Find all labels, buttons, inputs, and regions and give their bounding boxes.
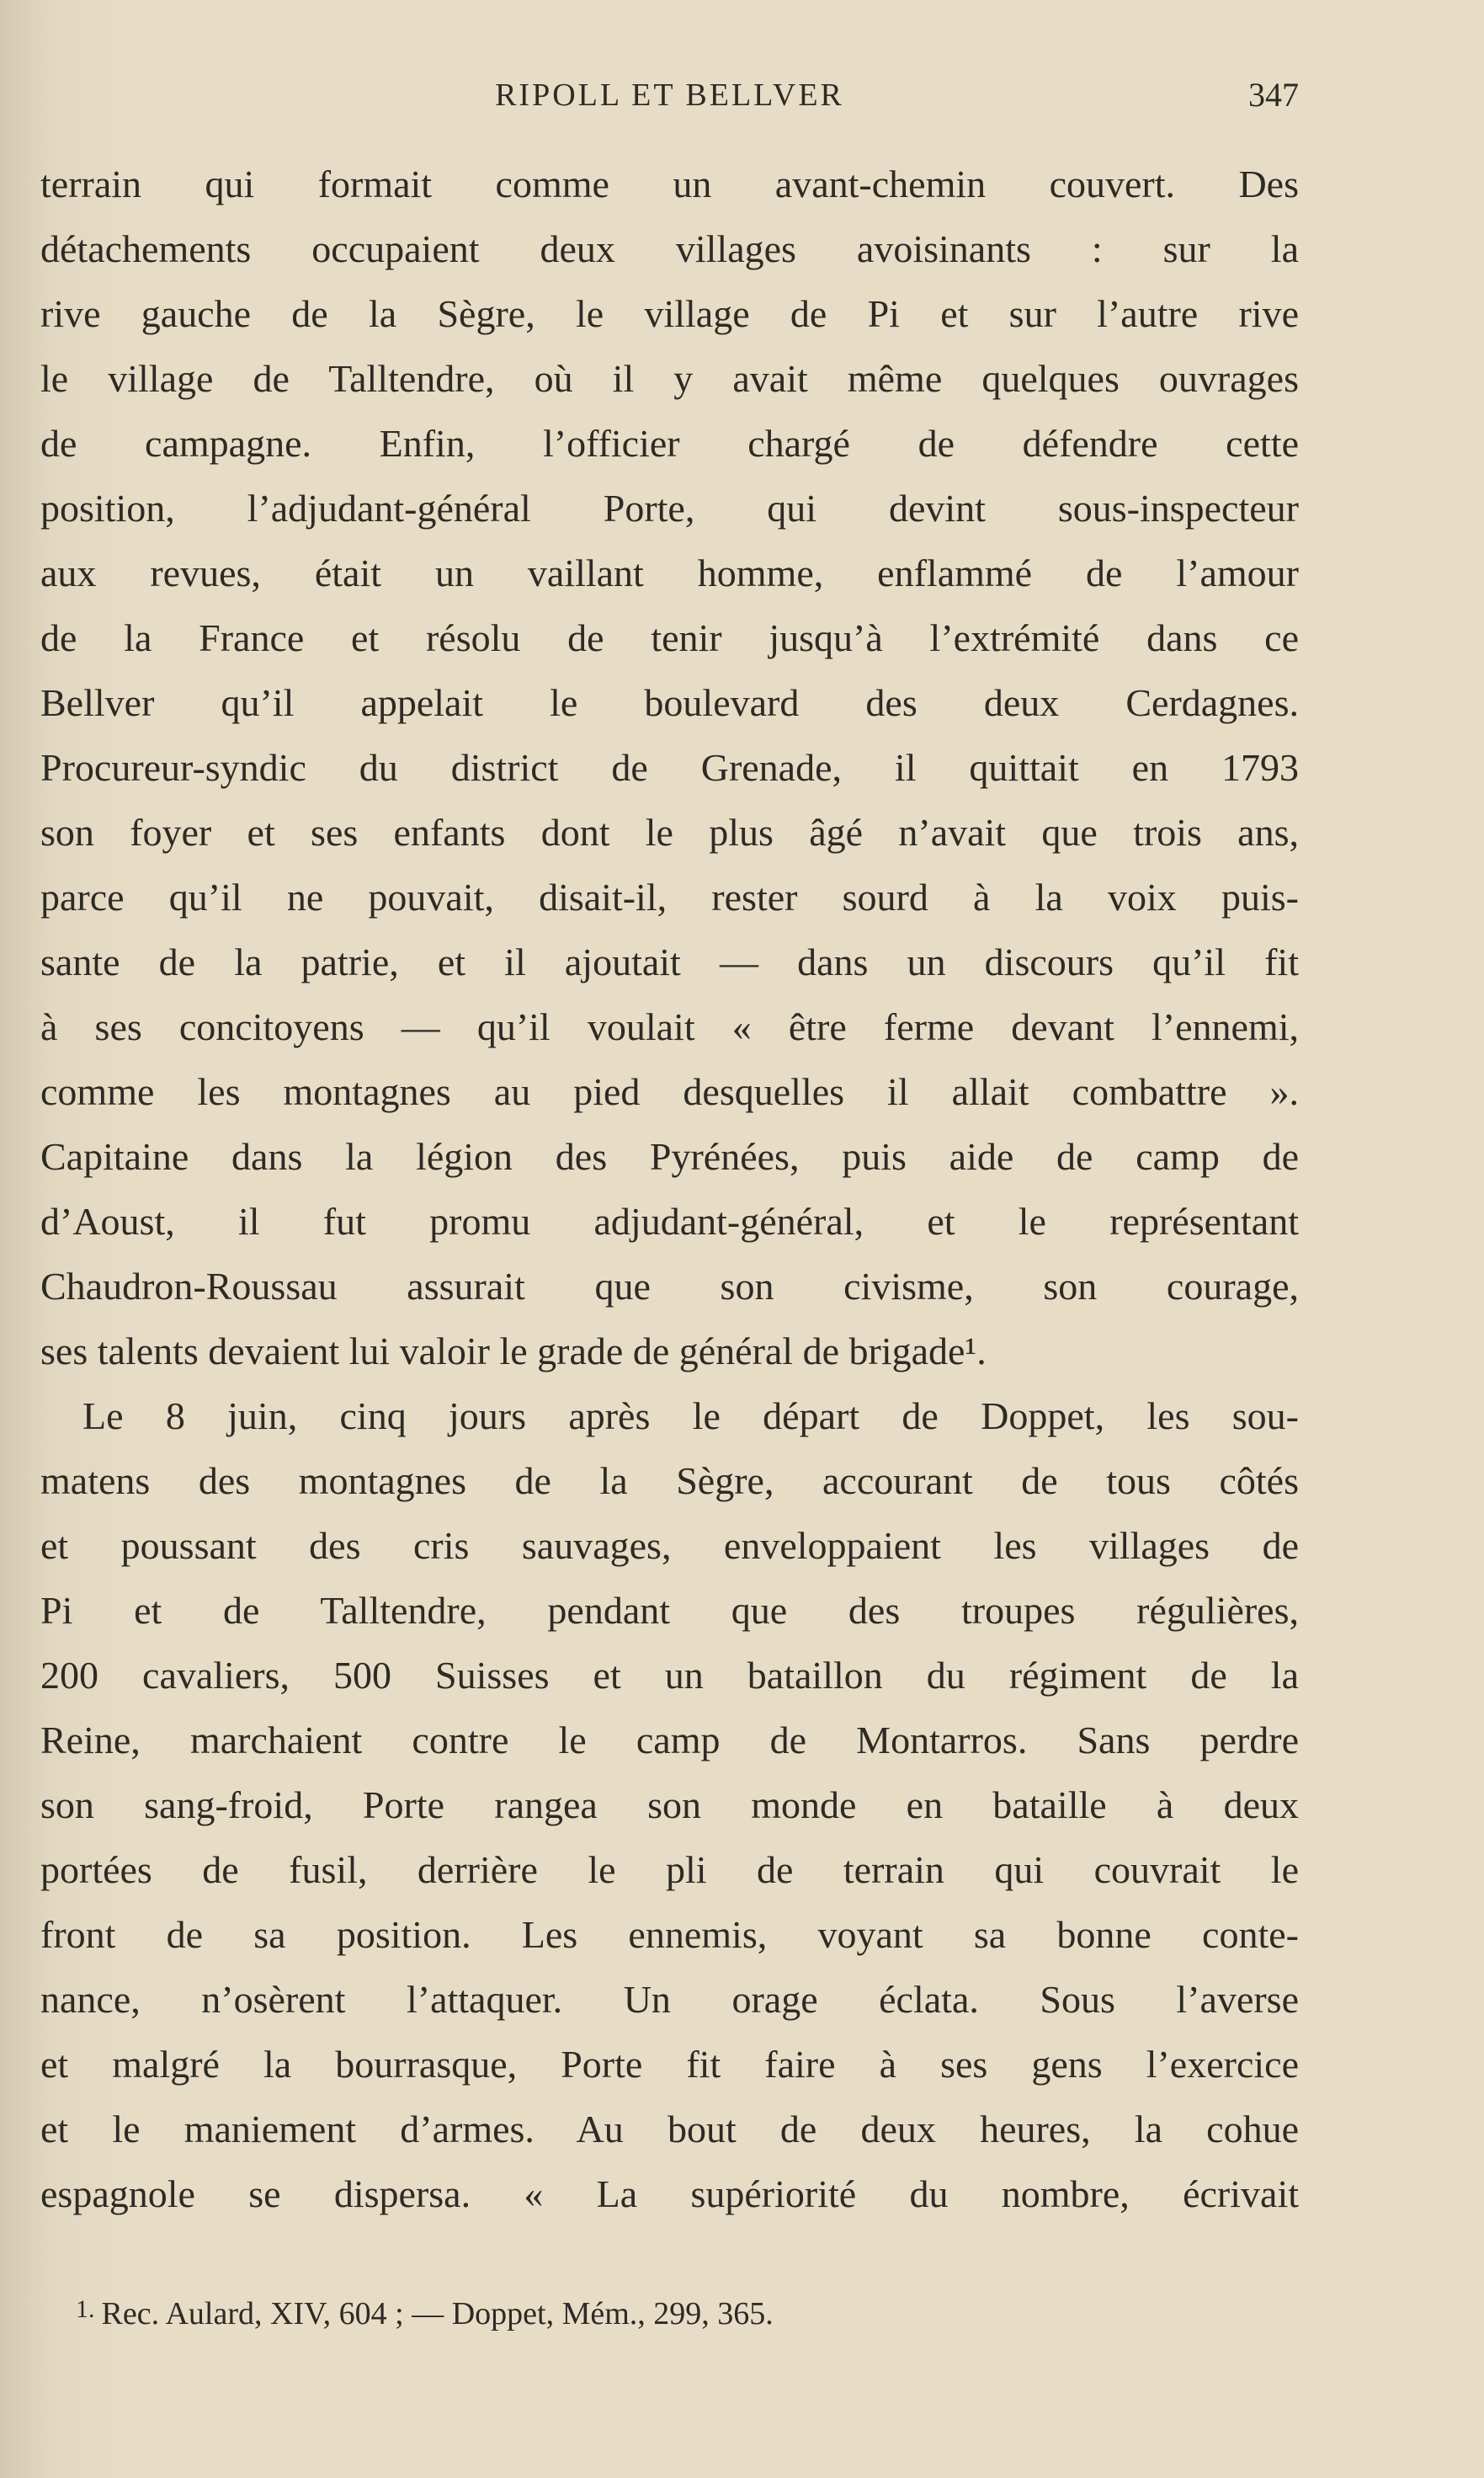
text-line: son foyer et ses enfants dont le plus âgé n’avait que trois ans, <box>40 811 1299 854</box>
text-line: Bellver qu’il appelait le boulevard des deux Cerdagnes. <box>40 681 1299 724</box>
text-line: détachements occupaient deux villages avoisinants : sur la <box>40 227 1299 270</box>
text-line: Capitaine dans la légion des Pyrénées, puis aide de camp de <box>40 1135 1299 1178</box>
body-text <box>40 152 1299 2226</box>
text-line: Reine, marchaient contre le camp de Montarros. Sans perdre <box>40 1719 1299 1761</box>
text-line: front de sa position. Les ennemis, voyant sa bonne conte- <box>40 1913 1299 1956</box>
text-line: espagnole se dispersa. « La supériorité du nombre, écrivait <box>40 2172 1299 2215</box>
running-head <box>40 74 1299 116</box>
text-line: son sang-froid, Porte rangea son monde en bataille à deux <box>40 1783 1299 1826</box>
running-title: RIPOLL ET BELLVER <box>495 77 844 113</box>
text-line: comme les montagnes au pied desquelles il allait combattre ». <box>40 1070 1299 1113</box>
text-line: nance, n’osèrent l’attaquer. Un orage éclata. Sous l’averse <box>40 1978 1299 2021</box>
text-line: ses talents devaient lui valoir le grade de général de brigade¹. <box>40 1330 987 1372</box>
text-line: de campagne. Enfin, l’officier chargé de défendre cette <box>40 422 1299 465</box>
text-line: 200 cavaliers, 500 Suisses et un bataillon du régiment de la <box>40 1654 1299 1697</box>
page-number: 347 <box>1248 76 1299 114</box>
text-line: d’Aoust, il fut promu adjudant-général, et le représentant <box>40 1200 1299 1243</box>
text-line: de la France et résolu de tenir jusqu’à l’extrémité dans ce <box>40 616 1299 659</box>
text-line: à ses concitoyens — qu’il voulait « être ferme devant l’ennemi, <box>40 1005 1299 1048</box>
text-line: et le maniement d’armes. Au bout de deux heures, la cohue <box>40 2108 1299 2150</box>
text-line: et poussant des cris sauvages, enveloppaient les villages de <box>40 1524 1299 1567</box>
text-line: Pi et de Talltendre, pendant que des troupes régulières, <box>40 1589 1299 1632</box>
text-line: Le 8 juin, cinq jours après le départ de Doppet, les sou- <box>82 1394 1299 1437</box>
text-line: et malgré la bourrasque, Porte fit faire à ses gens l’exercice <box>40 2043 1299 2086</box>
text-line: parce qu’il ne pouvait, disait-il, rester sourd à la voix puis- <box>40 876 1299 919</box>
footnote-number: 1. <box>76 2295 95 2323</box>
text-line: matens des montagnes de la Sègre, accourant de tous côtés <box>40 1459 1299 1502</box>
text-line: sante de la patrie, et il ajoutait — dans un discours qu’il fit <box>40 941 1299 983</box>
footnote-text: Rec. Aulard, XIV, 604 ; — Doppet, Mém., 299, 365. <box>101 2296 774 2331</box>
text-line: Chaudron-Roussau assurait que son civisme, son courage, <box>40 1265 1299 1308</box>
text-line: rive gauche de la Sègre, le village de Pi et sur l’autre rive <box>40 292 1299 335</box>
text-line: aux revues, était un vaillant homme, enflammé de l’amour <box>40 552 1299 594</box>
text-line: position, l’adjudant-général Porte, qui devint sous-inspecteur <box>40 487 1299 530</box>
text-line: terrain qui formait comme un avant-chemin couvert. Des <box>40 163 1299 205</box>
text-line: portées de fusil, derrière le pli de terrain qui couvrait le <box>40 1848 1299 1891</box>
text-line: Procureur-syndic du district de Grenade, il quittait en 1793 <box>40 746 1299 789</box>
text-line: le village de Talltendre, où il y avait même quelques ouvrages <box>40 357 1299 400</box>
footnote <box>76 2289 774 2335</box>
